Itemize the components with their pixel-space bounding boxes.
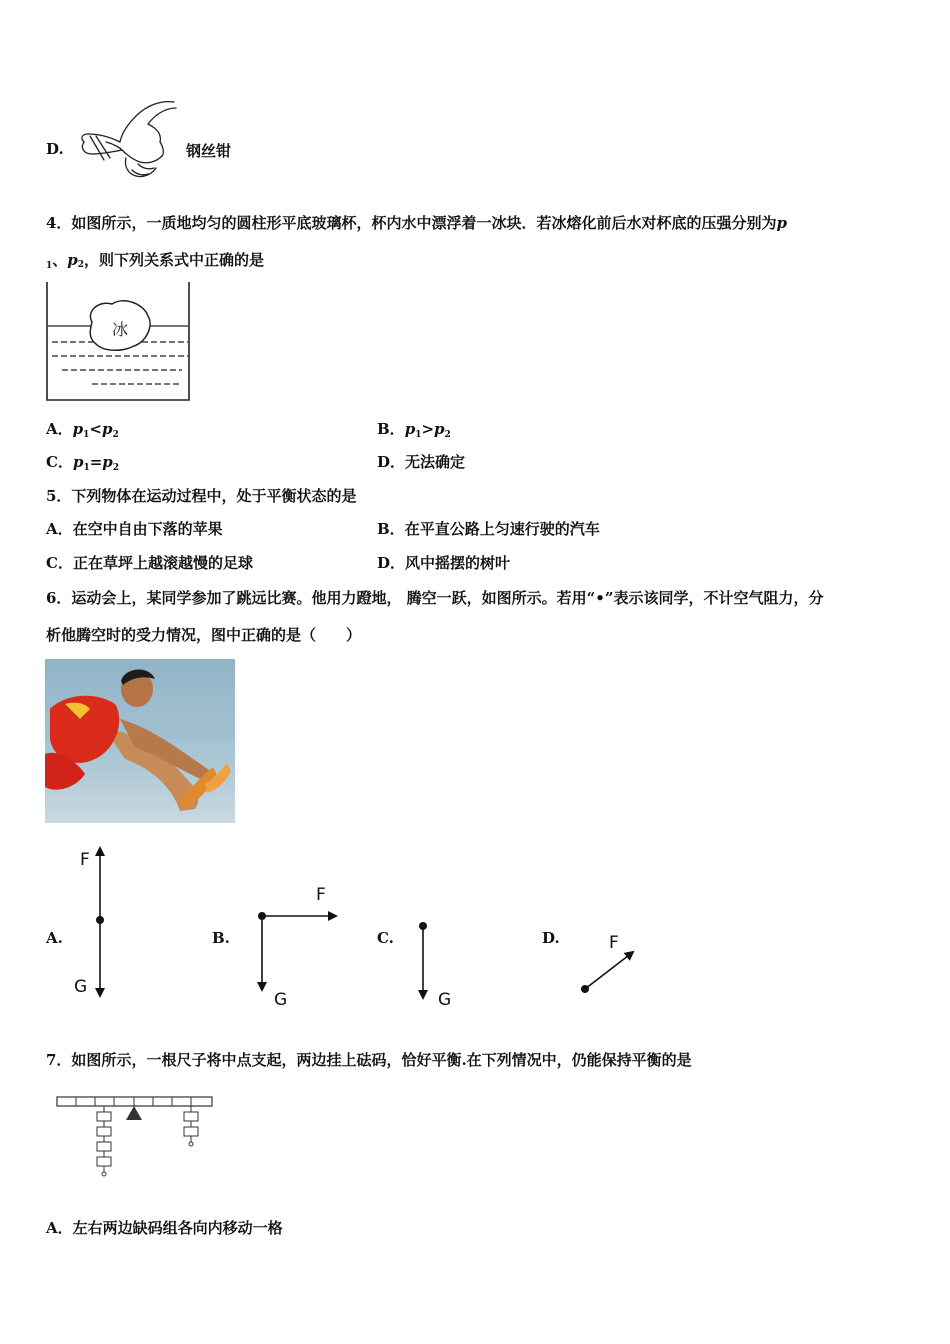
- q4-c-var2: p: [102, 453, 113, 471]
- diagram-d-f-label: F: [609, 933, 619, 953]
- q4-c-op: =: [89, 453, 103, 471]
- q5-option-d-text: 风中摇摆的树叶: [405, 554, 511, 572]
- diagram-b-f-label: F: [316, 885, 326, 905]
- ice-label: 冰: [112, 320, 129, 339]
- right-weights: [184, 1106, 198, 1146]
- q4-a-sub2: 2: [112, 430, 119, 440]
- q5-option-a-text: 在空中自由下落的苹果: [72, 520, 223, 538]
- q4-var-p2: p: [67, 251, 78, 269]
- q7-option-a-label: A．: [46, 1219, 73, 1237]
- diagram-a-point: [96, 916, 104, 924]
- q4-c-sub2: 2: [112, 463, 120, 473]
- q4-option-a: [46, 418, 119, 440]
- q4-c-sub1: 1: [83, 463, 90, 473]
- long-jumper-photo: [45, 659, 235, 823]
- q4-stem-line1: [46, 212, 787, 233]
- diagram-c-point: [419, 922, 427, 930]
- q3-option-d-label: D.: [46, 140, 64, 158]
- q4-b-sub1: 1: [415, 430, 422, 440]
- fulcrum-triangle: [126, 1106, 142, 1120]
- diagram-d-point: [581, 985, 589, 993]
- q5-stem: 5．下列物体在运动过程中，处于平衡状态的是: [46, 487, 357, 505]
- q4-option-d: [377, 451, 465, 472]
- q7-option-a: [46, 1217, 283, 1238]
- q6-option-d-label: D.: [542, 929, 560, 947]
- q5-option-a: [46, 518, 223, 539]
- q4-sub-2: 2: [77, 260, 85, 270]
- q4-option-d-label: D．: [377, 453, 406, 471]
- q5-option-c-text: 正在草坪上越滚越慢的足球: [72, 554, 253, 572]
- diagram-b-g-label: G: [274, 990, 288, 1010]
- diagram-b-point: [258, 912, 266, 920]
- q4-stem-rest: ，则下列关系式中正确的是: [84, 251, 265, 269]
- q7-option-a-text: 左右两边缺码组各向内移动一格: [72, 1219, 283, 1237]
- q4-separator: 、: [52, 251, 68, 269]
- q3-option-d-text: 钢丝钳: [186, 142, 232, 160]
- q4-sub-1: 1: [46, 261, 53, 271]
- q4-option-c: [46, 451, 119, 473]
- q6-option-a-label: A.: [46, 929, 63, 947]
- q6-stem-line1: 6．运动会上，某同学参加了跳远比赛。他用力蹬地， 腾空一跃，如图所示。若用“•”表示该同学，不计空气阻力，分: [46, 589, 824, 607]
- q5-option-d-label: D．: [377, 554, 406, 572]
- q6-option-c-label: C.: [377, 929, 394, 947]
- q4-c-var1: p: [72, 453, 84, 471]
- left-weights: [97, 1106, 111, 1176]
- q4-option-a-label: A．: [46, 420, 73, 438]
- q6-option-b-label: B.: [212, 929, 230, 947]
- diagram-c-g-label: G: [438, 990, 452, 1010]
- q4-stem-text: 4．如图所示，一质地均匀的圆柱形平底玻璃杯，杯内水中漂浮着一冰块．若冰熔化前后水对杯底的压强分别为: [46, 214, 777, 232]
- q5-option-c-label: C．: [46, 554, 73, 572]
- balance-ruler-figure: [54, 1092, 216, 1188]
- q5-option-b-label: B．: [377, 520, 405, 538]
- q4-a-var1: p: [72, 420, 84, 438]
- glass-with-ice-figure: [42, 280, 194, 404]
- q6-stem-line2: 析他腾空时的受力情况，图中正确的是（ ）: [46, 626, 362, 644]
- diagram-a-f-label: F: [80, 850, 90, 870]
- q4-option-d-text: 无法确定: [405, 453, 466, 471]
- pliers-hand-figure: [76, 98, 180, 182]
- q4-a-sub1: 1: [83, 430, 90, 440]
- q4-stem-line2: [46, 249, 264, 271]
- diagram-c: [419, 922, 427, 998]
- q4-var-p: p: [776, 214, 787, 232]
- q4-option-b: [377, 418, 451, 440]
- q4-option-b-label: B．: [377, 420, 405, 438]
- q5-option-b: [377, 518, 600, 539]
- q4-option-c-label: C．: [46, 453, 73, 471]
- q5-option-b-text: 在平直公路上匀速行驶的汽车: [404, 520, 600, 538]
- q4-b-var1: p: [404, 420, 416, 438]
- q4-a-var2: p: [101, 420, 113, 438]
- q5-option-c: [46, 552, 253, 573]
- q4-b-op: >: [421, 420, 435, 438]
- diagram-a: [96, 848, 104, 996]
- diagram-b: [258, 912, 336, 990]
- q4-b-sub2: 2: [444, 430, 451, 440]
- q7-stem: 7．如图所示，一根尺子将中点支起，两边挂上砝码，恰好平衡.在下列情况中，仍能保持平衡的是: [46, 1051, 692, 1069]
- diagram-a-g-label: G: [74, 977, 88, 997]
- q4-b-var2: p: [434, 420, 445, 438]
- q5-option-d: [377, 552, 510, 573]
- force-diagrams: [60, 838, 700, 1018]
- q4-a-op: <: [89, 420, 102, 438]
- q5-option-a-label: A．: [46, 520, 73, 538]
- diagram-d: [581, 952, 633, 993]
